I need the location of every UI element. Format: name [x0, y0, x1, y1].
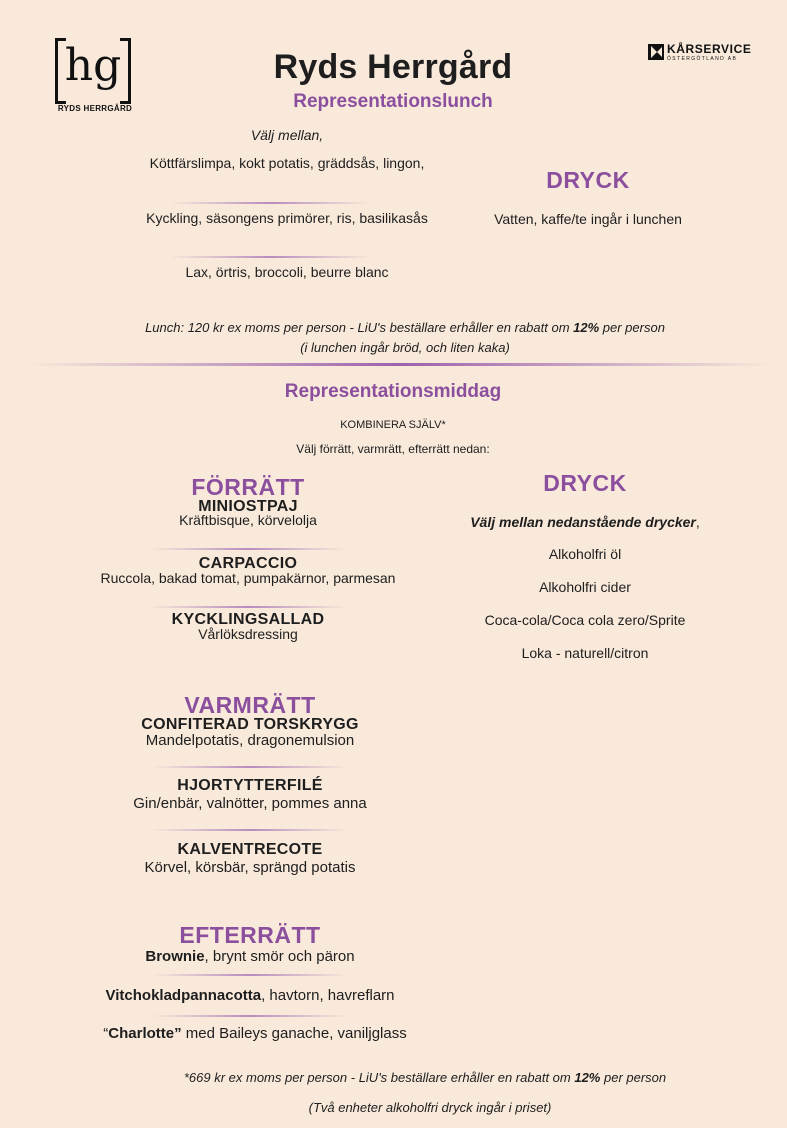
- logo-caption: RYDS HERRGÅRD: [57, 104, 133, 113]
- main-heading: VARMRÄTT: [184, 692, 316, 718]
- dessert-divider-2: [152, 1015, 348, 1017]
- section-divider: [30, 363, 770, 366]
- karservice-mark-icon: [648, 44, 664, 60]
- starter-3-name: KYCKLINGSALLAD: [171, 611, 325, 628]
- dinner-title: Representationsmiddag: [284, 381, 502, 402]
- page-subtitle: Representationslunch: [293, 91, 493, 112]
- dinner-discount: 12%: [574, 1070, 601, 1085]
- dessert-heading: EFTERRÄTT: [179, 922, 321, 948]
- karservice-logo: [648, 42, 752, 66]
- dessert-1: Brownie, brynt smör och päron: [145, 948, 355, 965]
- partner-name: KÅRSERVICE: [667, 42, 752, 56]
- lunch-divider-1: [170, 202, 370, 204]
- starter-divider-1: [150, 548, 346, 550]
- lunch-drink-heading: DRYCK: [546, 167, 630, 193]
- starter-1-name: MINIOSTPAJ: [198, 498, 298, 515]
- main-2-desc: Gin/enbär, valnötter, pommes anna: [133, 795, 367, 812]
- main-1-name: CONFITERAD TORSKRYGG: [141, 716, 359, 733]
- starter-3-desc: Vårlöksdressing: [198, 626, 298, 642]
- dinner-drink-heading: DRYCK: [543, 470, 627, 496]
- dinner-price-note: (Två enheter alkoholfri dryck ingår i priset): [308, 1100, 552, 1115]
- starter-heading: FÖRRÄTT: [191, 474, 305, 500]
- drink-item-1: Alkoholfri öl: [548, 546, 622, 562]
- page-title: Ryds Herrgård: [273, 48, 513, 86]
- lunch-option-3: Lax, örtris, broccoli, beurre blanc: [185, 264, 389, 280]
- main-2-name: HJORTYTTERFILÉ: [177, 777, 323, 794]
- drink-item-3: Coca-cola/Coca cola zero/Sprite: [484, 612, 686, 628]
- lunch-option-2: Kyckling, säsongens primörer, ris, basilikasås: [146, 210, 428, 226]
- drink-item-2: Alkoholfri cider: [539, 579, 631, 595]
- lunch-choose-text: Välj mellan,: [250, 127, 324, 143]
- main-3-desc: Körvel, körsbär, sprängd potatis: [144, 859, 356, 876]
- dinner-combine: KOMBINERA SJÄLV*: [340, 419, 446, 431]
- lunch-divider-2: [170, 256, 370, 258]
- main-1-desc: Mandelpotatis, dragonemulsion: [145, 732, 355, 749]
- logo-monogram: hg: [64, 40, 122, 91]
- partner-tagline: ÖSTERGÖTLAND AB: [667, 56, 738, 62]
- lunch-price: Lunch: 120 kr ex moms per person - LiU's beställare erhåller en rabatt om 12% per person: [145, 320, 665, 335]
- starter-2-desc: Ruccola, bakad tomat, pumpakärnor, parmesan: [100, 570, 396, 586]
- lunch-price-note: (i lunchen ingår bröd, och liten kaka): [300, 340, 510, 355]
- ryds-herrgard-logo: [55, 36, 135, 120]
- lunch-option-1: Köttfärslimpa, kokt potatis, gräddsås, lingon,: [149, 155, 425, 171]
- main-divider-2: [152, 829, 348, 831]
- starter-1-desc: Kräftbisque, körvelolja: [179, 512, 317, 528]
- dessert-divider-1: [152, 974, 348, 976]
- dinner-price: *669 kr ex moms per person - LiU's beställare erhåller en rabatt om 12% per person: [183, 1070, 667, 1085]
- lunch-discount: 12%: [573, 320, 600, 335]
- main-3-name: KALVENTRECOTE: [177, 841, 323, 858]
- starter-divider-2: [150, 606, 346, 608]
- dinner-drink-choose: Välj mellan nedanstående drycker,: [470, 514, 700, 530]
- drink-item-4: Loka - naturell/citron: [521, 645, 649, 661]
- dessert-3: “Charlotte” med Baileys ganache, vaniljglass: [103, 1025, 407, 1042]
- dessert-2: Vitchokladpannacotta, havtorn, havreflarn: [105, 987, 395, 1004]
- main-divider-1: [152, 766, 348, 768]
- dinner-choose: Välj förrätt, varmrätt, efterrätt nedan:: [296, 442, 490, 456]
- starter-2-name: CARPACCIO: [198, 555, 298, 572]
- lunch-drink-text: Vatten, kaffe/te ingår i lunchen: [494, 211, 682, 227]
